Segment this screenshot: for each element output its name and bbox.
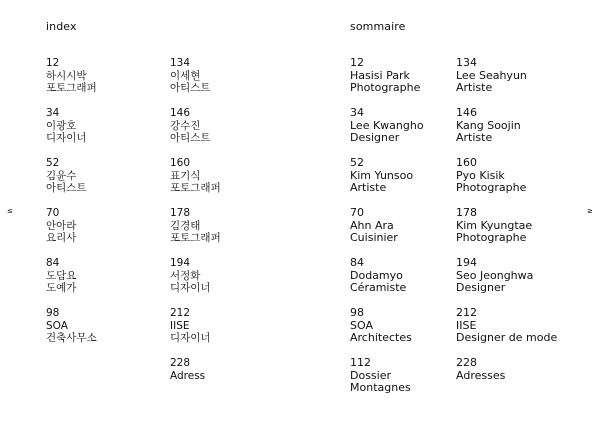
entry-name: 강수진 [170,119,201,132]
page-number: 112 [350,356,371,369]
entry-role: Artiste [350,181,387,195]
entry-name: Kang Soojin [456,118,521,132]
index-entry [170,107,300,157]
entry-role: Montagnes [350,381,411,395]
page-number: 34 [46,107,60,119]
index-column-1 [46,57,176,357]
entry-name: Adress [170,369,206,382]
entry-role: Designer de mode [456,331,558,345]
index-entry [170,307,300,357]
entry-role: 건축사무소 [46,332,97,345]
index-entry [456,257,586,307]
entry-role: Photographe [456,181,527,195]
entry-role: Designer [350,131,400,145]
index-entry [170,57,300,107]
index-entry [456,157,586,207]
page-number: 212 [456,306,477,319]
entry-role: 요리사 [46,232,77,245]
index-entry [456,307,586,357]
entry-role: 디자이너 [46,132,87,145]
entry-role: 아티스트 [46,182,87,195]
entry-role: Artiste [456,131,493,145]
entry-role: 포토그래퍼 [46,82,97,95]
page-number: 70 [46,207,60,219]
entry-role: Photographe [456,231,527,245]
index-entry [170,257,300,307]
entry-name: Lee Seahyun [456,68,527,82]
entry-name: 하시시박 [46,69,87,82]
entry-name: IISE [170,319,190,332]
entry-role: Cuisinier [350,231,398,245]
right-folio-mark: ≥ [587,207,593,215]
index-entry [46,57,176,107]
entry-name: 표기식 [170,169,201,182]
page-number: 98 [46,307,60,319]
page-number: 146 [170,107,191,119]
page-number: 228 [170,357,191,369]
page-number: 160 [456,156,477,169]
index-entry [456,207,586,257]
entry-role: 아티스트 [170,132,211,145]
entry-role: Photographe [350,81,421,95]
entry-name: Dossier [350,368,392,382]
page-number: 52 [350,156,364,169]
entry-name: SOA [46,319,68,332]
entry-name: Lee Kwangho [350,118,424,132]
index-entry [170,357,300,407]
entry-name: 김윤수 [46,169,77,182]
sommaire-heading: sommaire [350,20,406,33]
entry-name: 도담요 [46,269,77,282]
page-number: 178 [456,206,477,219]
index-entry [46,257,176,307]
page-number: 194 [456,256,477,269]
page-number: 160 [170,157,191,169]
entry-name: IISE [456,318,477,332]
page-number: 194 [170,257,191,269]
entry-role: Architectes [350,331,412,345]
page-number: 146 [456,106,477,119]
page-number: 12 [46,57,60,69]
entry-name: Adresses [456,368,506,382]
entry-name: 안아라 [46,219,77,232]
page-number: 84 [350,256,364,269]
entry-role: Artiste [456,81,493,95]
index-entry [46,307,176,357]
entry-name: Kim Kyungtae [456,218,533,232]
entry-name: Seo Jeonghwa [456,268,534,282]
page-number: 134 [456,56,477,69]
entry-role: 도예가 [46,282,77,295]
page-number: 70 [350,206,364,219]
sommaire-column-2 [456,57,586,407]
index-entry [456,357,586,407]
entry-name: Kim Yunsoo [350,168,414,182]
page-number: 178 [170,207,191,219]
page-number: 84 [46,257,60,269]
index-heading: index [46,20,77,33]
entry-role: 포토그래퍼 [170,232,221,245]
index-column-2 [170,57,300,407]
left-folio-mark: ≤ [7,207,13,215]
entry-name: Dodamyo [350,268,403,282]
page-number: 228 [456,356,477,369]
page-number: 212 [170,307,191,319]
page-number: 12 [350,56,364,69]
entry-role: 아티스트 [170,82,211,95]
index-entry [46,157,176,207]
index-entry [456,57,586,107]
entry-role: Designer [456,281,506,295]
entry-name: Pyo Kisik [456,168,505,182]
entry-role: 포토그래퍼 [170,182,221,195]
entry-name: 이광호 [46,119,77,132]
entry-name: Hasisi Park [350,68,410,82]
entry-role: 디자이너 [170,332,211,345]
entry-name: 서정화 [170,269,201,282]
index-entry [46,207,176,257]
entry-name: 이세현 [170,69,201,82]
index-entry [170,157,300,207]
entry-name: SOA [350,318,373,332]
index-entry [456,107,586,157]
page-number: 52 [46,157,60,169]
page-number: 34 [350,106,364,119]
page-number: 98 [350,306,364,319]
index-entry [170,207,300,257]
page-number: 134 [170,57,191,69]
entry-role: 디자이너 [170,282,211,295]
entry-name: Ahn Ara [350,218,394,232]
index-entry [46,107,176,157]
entry-role: Céramiste [350,281,407,295]
entry-name: 김경태 [170,219,201,232]
